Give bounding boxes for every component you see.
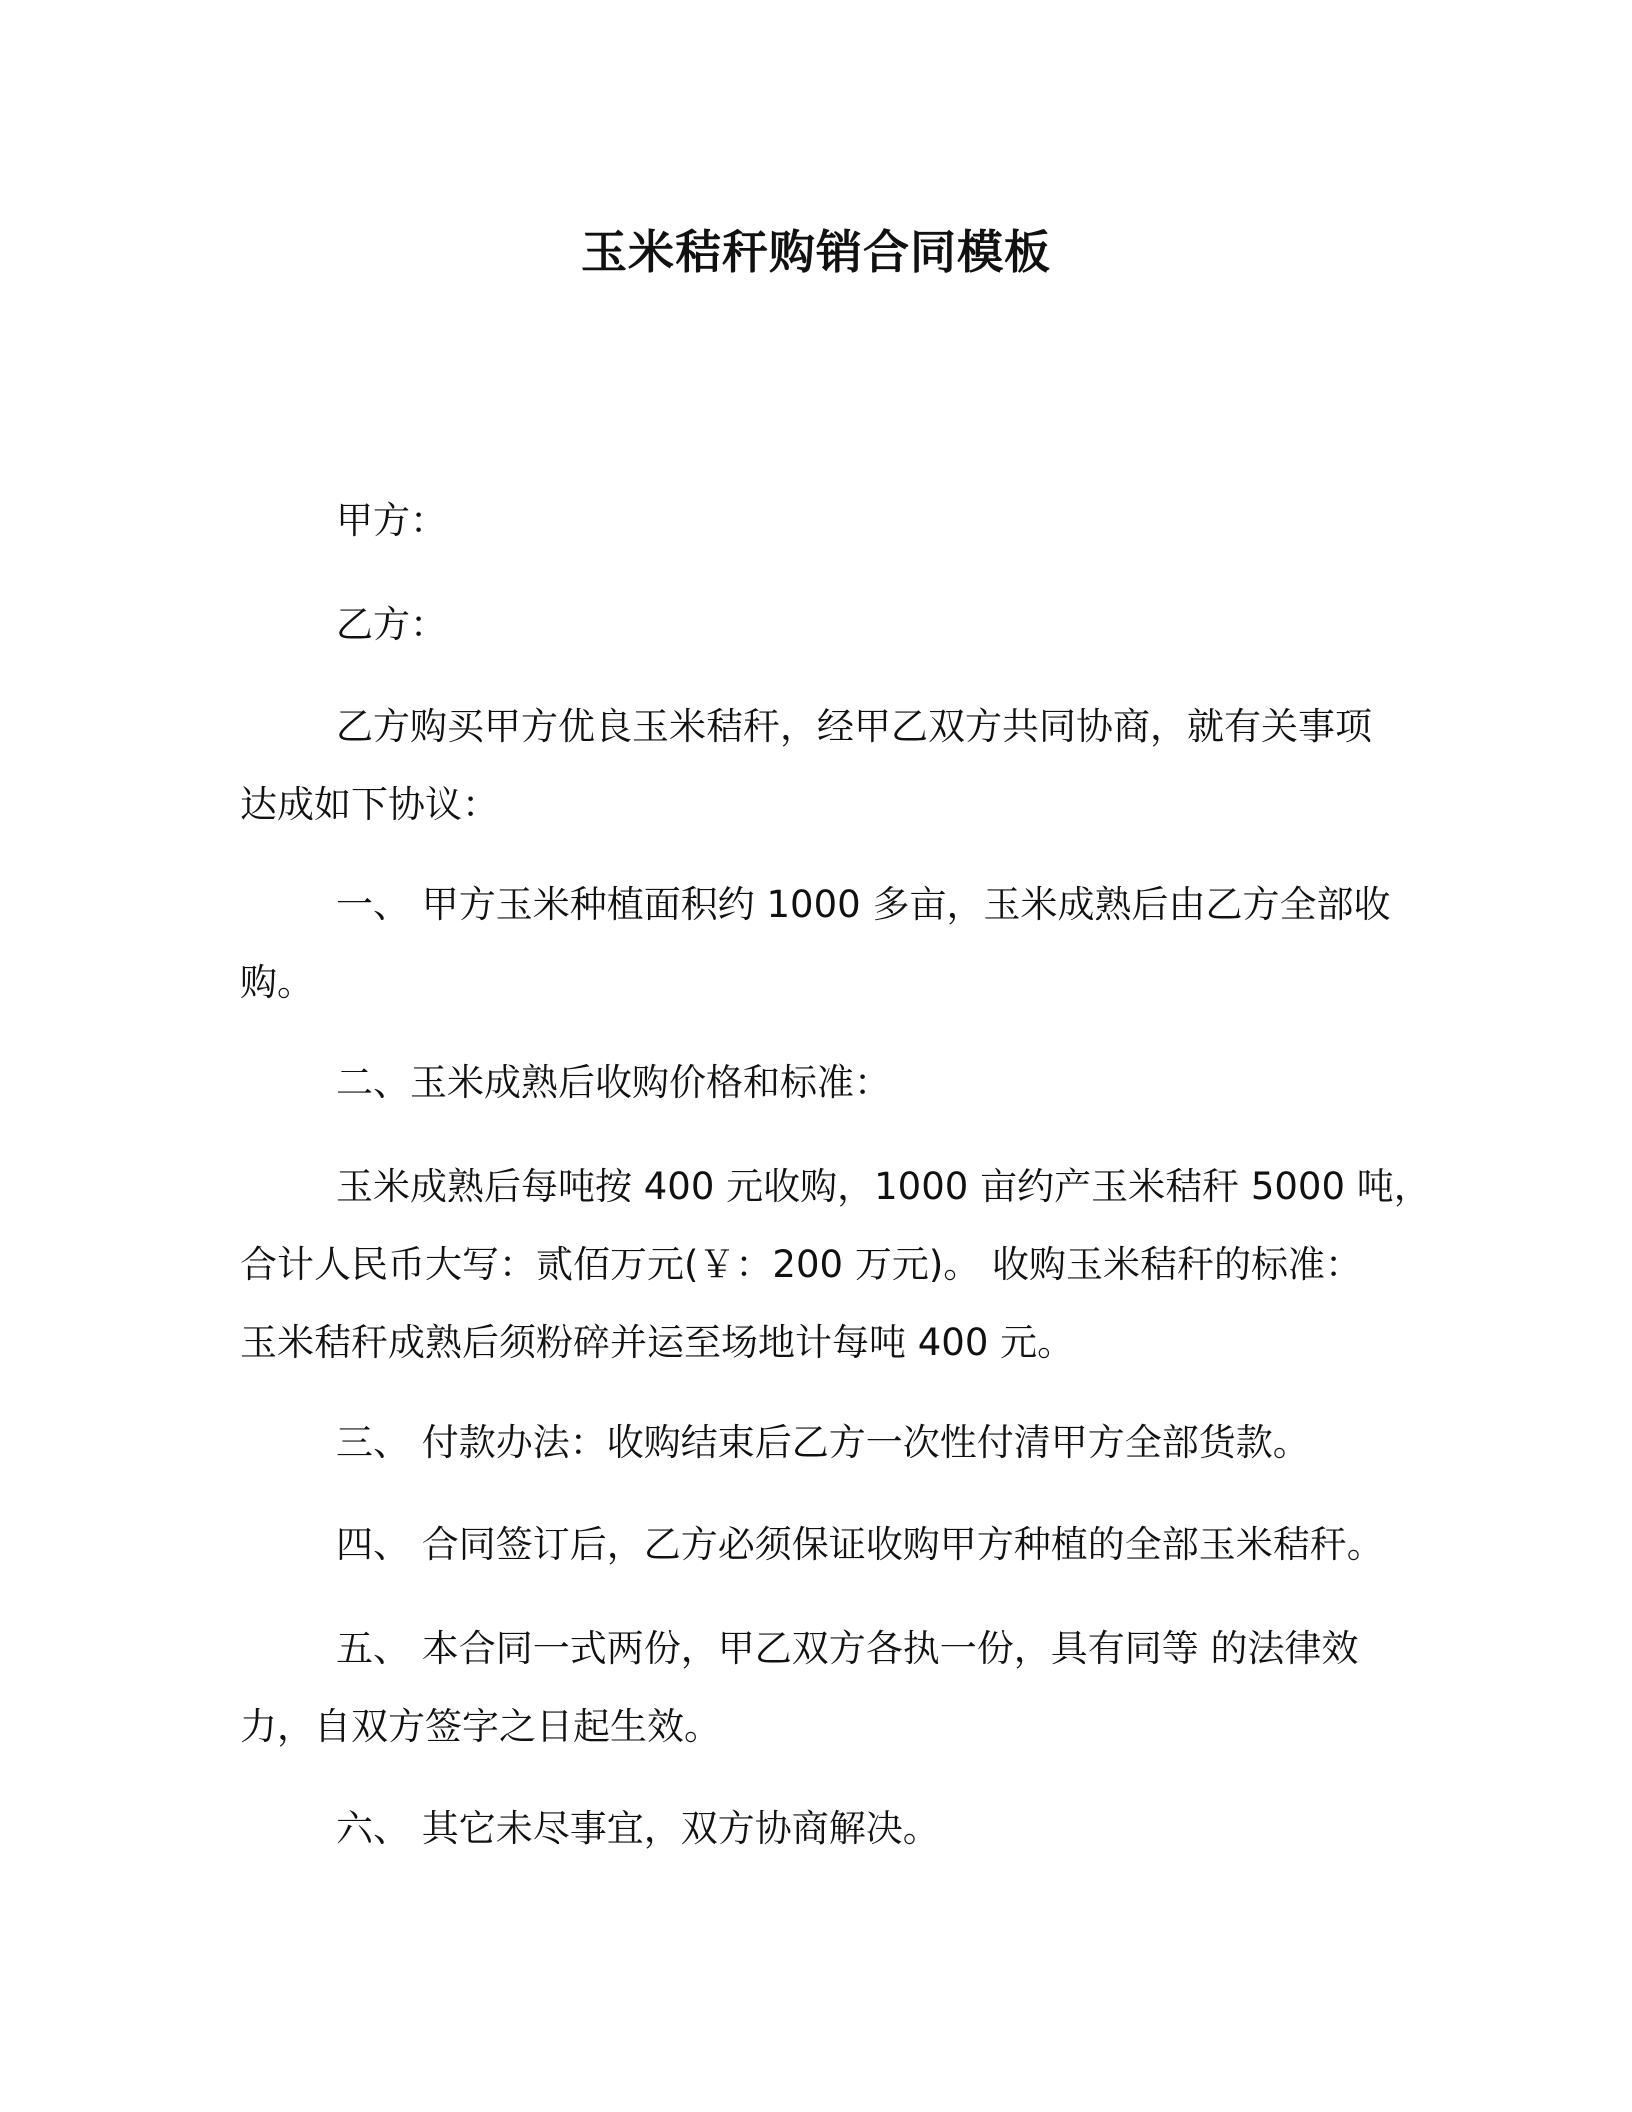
clause-2-body-line: 合计人民币大写：贰佰万元(￥：200 万元)。 收购玉米秸秆的标准：	[240, 1243, 1363, 1286]
party-b-label: 乙方：	[336, 603, 447, 646]
intro-paragraph	[240, 688, 1390, 844]
clause-6-paragraph	[240, 1790, 1390, 1868]
clause-5-line: 力，自双方签字之日起生效。	[240, 1705, 721, 1748]
clause-3-paragraph	[240, 1404, 1390, 1482]
clause-4-paragraph	[240, 1506, 1390, 1584]
clause-6-line: 六、 其它未尽事宜，双方协商解决。	[336, 1807, 940, 1850]
intro-line: 乙方购买甲方优良玉米秸秆，经甲乙双方共同协商，就有关事项	[336, 705, 1372, 748]
clause-2-heading-paragraph	[240, 1044, 1390, 1122]
clause-2-body-paragraph	[240, 1148, 1431, 1382]
party-a-label: 甲方：	[336, 499, 447, 542]
party-b-line	[240, 586, 1390, 664]
clause-1-line: 购。	[240, 961, 314, 1004]
clause-1-line: 一、 甲方玉米种植面积约 1000 多亩，玉米成熟后由乙方全部收	[336, 883, 1391, 926]
clause-2-body-line: 玉米成熟后每吨按 400 元收购，1000 亩约产玉米秸秆 5000 吨，	[336, 1165, 1431, 1208]
clause-1-paragraph	[240, 866, 1390, 1022]
clause-3-line: 三、 付款办法：收购结束后乙方一次性付清甲方全部货款。	[336, 1421, 1310, 1464]
clause-2-body-line: 玉米秸秆成熟后须粉碎并运至场地计每吨 400 元。	[240, 1321, 1075, 1364]
document-title: 玉米秸秆购销合同模板	[581, 225, 1051, 279]
clause-5-line: 五、 本合同一式两份，甲乙双方各执一份，具有同等 的法律效	[336, 1627, 1359, 1670]
clause-5-paragraph	[240, 1610, 1390, 1766]
party-a-line	[240, 482, 1390, 560]
clause-2-heading: 二、玉米成熟后收购价格和标准：	[336, 1061, 891, 1104]
clause-4-line: 四、 合同签订后，乙方必须保证收购甲方种植的全部玉米秸秆。	[336, 1523, 1384, 1566]
intro-line: 达成如下协议：	[240, 783, 499, 826]
